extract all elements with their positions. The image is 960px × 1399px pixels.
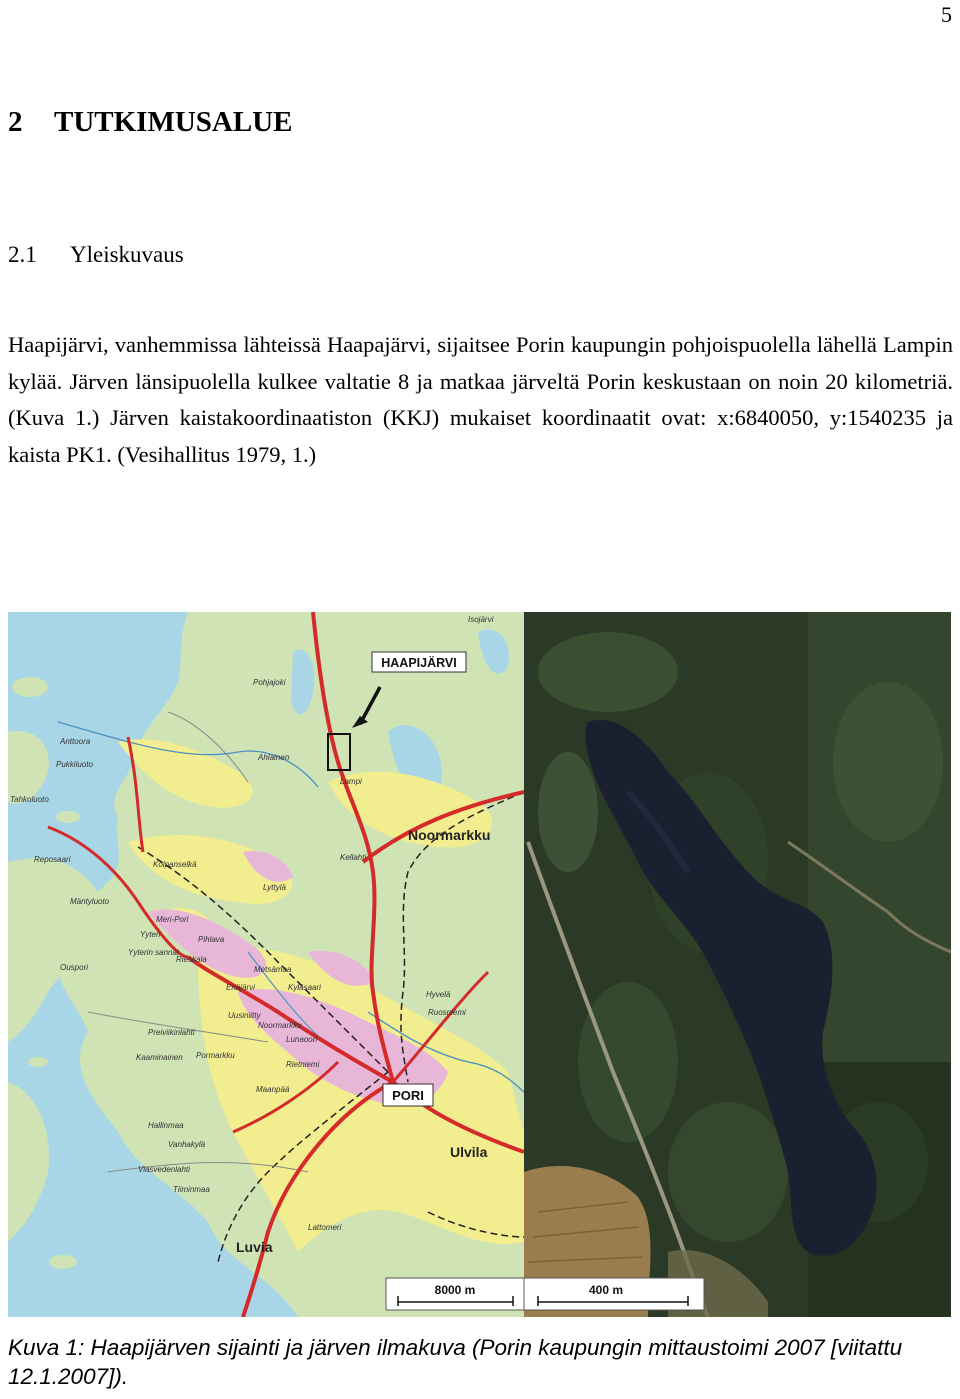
map-label-small: Uusiniitty <box>228 1011 261 1020</box>
map-scale-label: 8000 m <box>434 1283 476 1297</box>
map-label-small: Meri-Pori <box>156 915 189 924</box>
map-label-small: Kyläsaari <box>288 983 321 992</box>
figure-caption: Kuva 1: Haapijärven sijainti ja järven ilmakuva (Porin kaupungin mittaustoimi 2007 [viitattu 12.1.2007]). <box>8 1335 903 1389</box>
subsection-heading <box>8 242 184 268</box>
section-title: TUTKIMUSALUE <box>54 106 293 138</box>
map-label-small: Reposaari <box>34 855 71 864</box>
map-label-small: Ruosniemi <box>428 1008 466 1017</box>
map-label-small: Vanhakylä <box>168 1140 206 1149</box>
map-label-small: Tiiminmaa <box>173 1185 210 1194</box>
map-label-small: Pihlava <box>198 935 225 944</box>
map-label-small: Lattomeri <box>308 1223 342 1232</box>
aerial-photo <box>524 612 951 1317</box>
map-label-small: Tahkoluoto <box>10 795 49 804</box>
map-label-small: Lunaoori <box>286 1035 318 1044</box>
page-number: 5 <box>941 2 952 27</box>
aerial-scale-label: 400 m <box>588 1283 624 1297</box>
map-label-small: Hyvelä <box>426 990 451 999</box>
map-label-small: Metsämaa <box>254 965 292 974</box>
map-label-small: Maanpää <box>256 1085 290 1094</box>
map-label-pori: PORI <box>392 1088 424 1103</box>
map-label-small: Anttoora <box>60 737 91 746</box>
map-label-small: Yyterin sannat <box>128 948 180 957</box>
map-label-small: Preiviikinlahti <box>148 1028 195 1037</box>
map-label-large: Noormarkku <box>408 827 491 843</box>
section-number: 2 <box>8 106 23 138</box>
map-label-haapijarvi: HAAPIJÄRVI <box>381 656 457 670</box>
map-label-small: Isojärvi <box>468 615 494 624</box>
subsection-title: Yleiskuvaus <box>70 242 184 267</box>
map-label-small: Rieskala <box>176 955 207 964</box>
map-label-small: Yyteri <box>140 930 161 939</box>
map-label-large: Ulvila <box>450 1144 488 1160</box>
subsection-number: 2.1 <box>8 242 37 267</box>
map-label-small: Lampi <box>340 777 362 786</box>
section-heading <box>8 106 293 139</box>
map-label-small: Kaaminainen <box>136 1053 183 1062</box>
map-label-small: Enäjärvi <box>226 983 255 992</box>
figure-map-and-aerial <box>8 612 951 1317</box>
body-paragraph: Haapijärvi, vanhemmissa lähteissä Haapajärvi, sijaitsee Porin kaupungin pohjoispuolella lähellä Lampin kylää. Järven länsipuolella kulkee valtatie 8 ja matkaa järveltä Porin keskustaan on noin 20 kilometriä. (Kuva 1.) Järven kaistakoordinaatiston (KKJ) mukaiset koordinaatit ovat: x:6840050, y:1540235 ja kaista PK1. (Vesihallitus 1979, 1.) <box>8 332 953 467</box>
map-label-small: Rietniemi <box>286 1060 320 1069</box>
map-label-small: Ouspori <box>60 963 89 972</box>
map-label-small: Ahlainen <box>258 753 290 762</box>
map-label-small: Pohjajoki <box>253 678 286 687</box>
map-label-small: Viasvedenlahti <box>138 1165 190 1174</box>
map-label-small: Hallinmaa <box>148 1121 184 1130</box>
map-label-small: Noormarkku <box>258 1021 302 1030</box>
map-label-small: Pukkiluoto <box>56 760 93 769</box>
map-label-small: Lyttylä <box>263 883 286 892</box>
location-map <box>8 612 524 1317</box>
map-label-small: Mäntyluoto <box>70 897 110 906</box>
map-label-small: Kellahti <box>340 853 367 862</box>
map-label-large: Luvia <box>236 1239 273 1255</box>
map-label-small: Kolpanselkä <box>153 860 197 869</box>
map-label-small: Pormarkku <box>196 1051 235 1060</box>
